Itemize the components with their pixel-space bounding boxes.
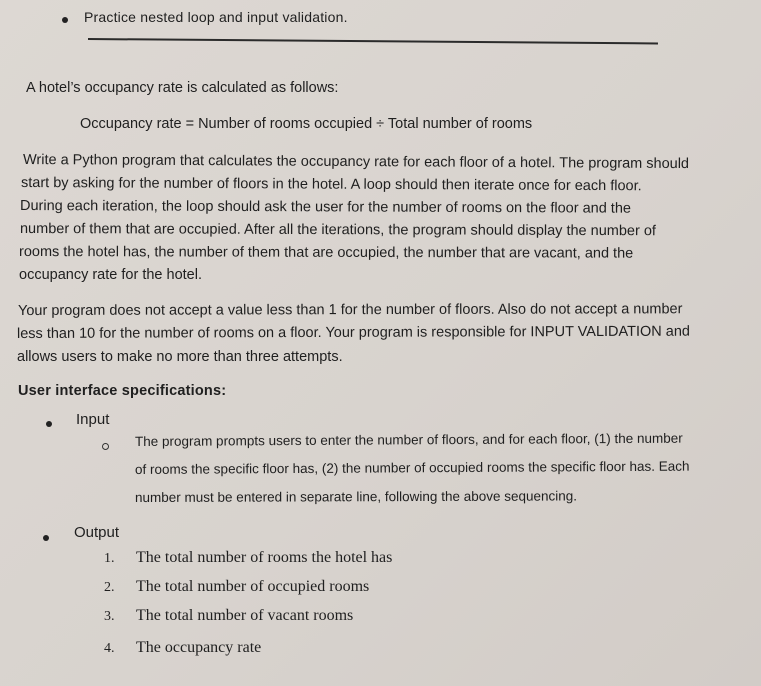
- output-item-number: 4.: [104, 641, 115, 656]
- formula-text: Occupancy rate = Number of rooms occupied ÷ Total number of rooms: [80, 116, 533, 132]
- input-detail-line: of rooms the specific floor has, (2) the number of occupied rooms the specific floor has. Each: [134, 458, 690, 477]
- input-detail-line: number must be entered in separate line, following the above sequencing.: [134, 488, 578, 505]
- paragraph-line: allows users to make no more than three attempts.: [17, 349, 343, 365]
- output-item: [104, 578, 369, 596]
- intro-text: A hotel’s occupancy rate is calculated as follows:: [26, 80, 339, 96]
- output-item-number: 1.: [104, 551, 115, 566]
- bullet-icon: [46, 421, 52, 427]
- bullet-icon: [62, 17, 68, 23]
- paragraph-line: start by asking for the number of floors in the hotel. A loop should then iterate once for each floor.: [20, 175, 642, 195]
- output-item-text: The total number of vacant rooms: [136, 607, 354, 624]
- ui-spec-heading: User interface specifications:: [18, 383, 227, 399]
- output-item-text: The total number of rooms the hotel has: [136, 549, 393, 566]
- paragraph-line: less than 10 for the number of rooms on a floor. Your program is responsible for INPUT VALIDATION and: [16, 323, 690, 342]
- paragraph-line: occupancy rate for the hotel.: [19, 267, 202, 283]
- bullet-icon: [43, 535, 49, 541]
- input-detail-line: The program prompts users to enter the number of floors, and for each floor, (1) the number: [134, 430, 683, 449]
- underline-rule: [88, 38, 658, 44]
- circle-bullet-icon: [102, 443, 109, 450]
- output-item: [104, 607, 353, 625]
- output-label: Output: [74, 524, 120, 541]
- output-item: [104, 549, 392, 567]
- paragraph-line: number of them that are occupied. After all the iterations, the program should display the number of: [19, 221, 656, 240]
- output-item-number: 3.: [104, 609, 115, 624]
- output-item: [104, 639, 261, 657]
- top-bullet-text: Practice nested loop and input validation.: [84, 9, 348, 25]
- paragraph-line: Write a Python program that calculates the occupancy rate for each floor of a hotel. The program should: [22, 152, 690, 173]
- paragraph-line: During each iteration, the loop should ask the user for the number of rooms on the floor and the: [19, 198, 632, 217]
- output-item-text: The total number of occupied rooms: [136, 578, 370, 595]
- input-label: Input: [76, 411, 110, 428]
- output-item-text: The occupancy rate: [136, 639, 262, 656]
- paragraph-line: Your program does not accept a value less than 1 for the number of floors. Also do not accept a number: [17, 301, 683, 319]
- output-item-number: 2.: [104, 580, 115, 595]
- paragraph-line: rooms the hotel has, the number of them that are occupied, the number that are vacant, and the: [18, 244, 634, 262]
